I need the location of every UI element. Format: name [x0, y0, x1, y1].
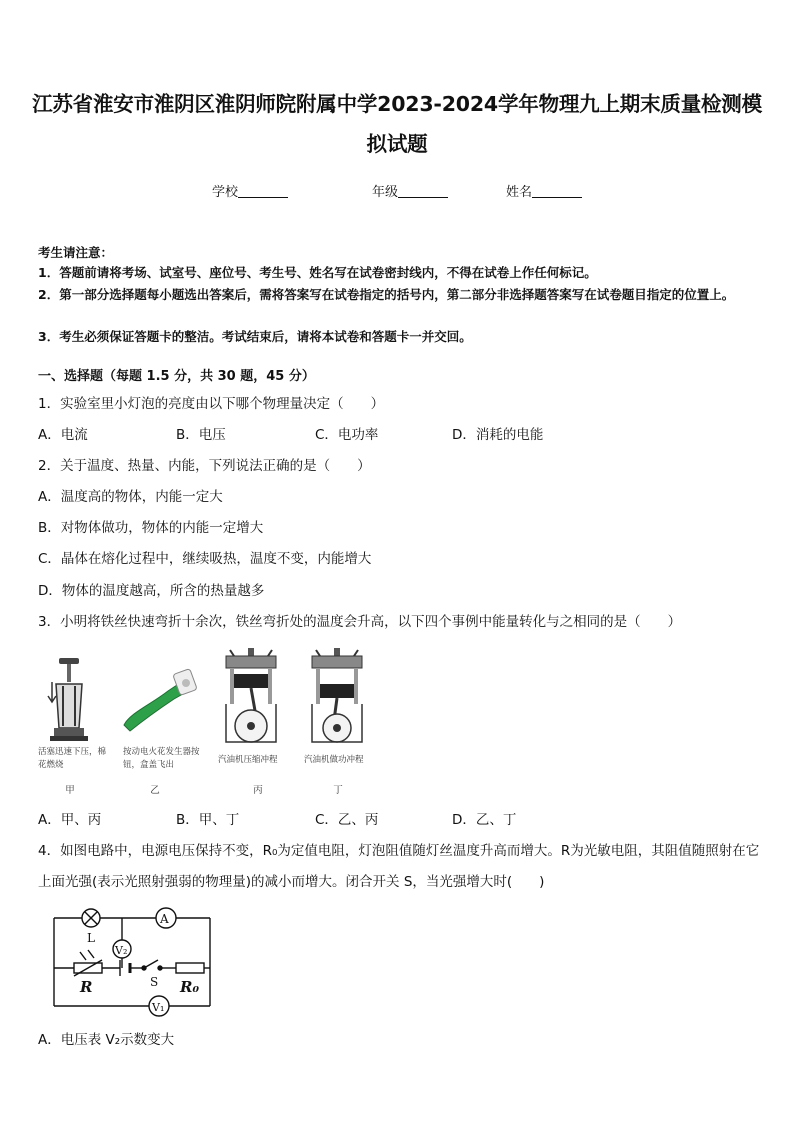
page-title: 江苏省淮安市淮阴区淮阴师院附属中学2023-2024学年物理九上期末质量检测模拟试题 [32, 92, 762, 156]
option-b[interactable]: B．电压 [176, 427, 226, 443]
figure-caption: 汽油机做功冲程 [304, 755, 364, 765]
resistor-r0-label: R₀ [180, 978, 200, 996]
option-a[interactable]: A．电压表 V₂示数变大 [38, 1032, 175, 1048]
figure-label: 乙 [150, 785, 160, 796]
compression-stroke-figure [220, 648, 282, 748]
option-c[interactable]: C．电功率 [315, 427, 379, 443]
grade-blank[interactable] [398, 185, 448, 198]
option-c[interactable]: C．乙、丙 [315, 812, 379, 828]
name-label: 姓名 [506, 185, 533, 200]
figure-caption: 活塞迅速下压，棉花燃烧 [38, 747, 107, 770]
figure-label: 丁 [333, 785, 343, 796]
figure-label: 丙 [253, 785, 263, 796]
section-heading: 一、选择题（每题 1.5 分，共 30 题，45 分） [38, 369, 315, 384]
v1-label: V₁ [152, 1001, 165, 1014]
grade-label: 年级 [372, 185, 399, 200]
figure-label: 甲 [65, 785, 75, 796]
option-a[interactable]: A．甲、丙 [38, 812, 102, 828]
question-stem: 2．关于温度、热量、内能，下列说法正确的是（ ） [38, 458, 371, 474]
name-field [506, 181, 582, 200]
option-c[interactable]: C．晶体在熔化过程中，继续吸热，温度不变，内能增大 [38, 551, 372, 567]
resistor-r-label: R [80, 978, 93, 996]
school-label: 学校 [212, 185, 239, 200]
ammeter-label: A [160, 912, 169, 926]
notice-item: 3．考生必须保证答题卡的整洁。考试结束后，请将本试卷和答题卡一并交回。 [38, 329, 472, 344]
option-b[interactable]: B．甲、丁 [176, 812, 240, 828]
option-d[interactable]: D．物体的温度越高，所含的热量越多 [38, 583, 265, 599]
name-blank[interactable] [532, 185, 582, 198]
option-a[interactable]: A．电流 [38, 427, 88, 443]
question-stem: 1．实验室里小灯泡的亮度由以下哪个物理量决定（ ） [38, 396, 385, 412]
figure-caption: 汽油机压缩冲程 [218, 755, 278, 765]
notice-item: 1．答题前请将考场、试室号、座位号、考生号、姓名写在试卷密封线内，不得在试卷上作任何标记。 [38, 265, 597, 280]
switch-label: S [150, 975, 159, 989]
notice-item: 2．第一部分选择题每小题选出答案后，需将答案写在试卷指定的括号内，第二部分非选择题答案写在试卷题目指定的位置上。 [38, 287, 735, 302]
fire-piston-figure [46, 658, 96, 742]
option-d[interactable]: D．乙、丁 [452, 812, 517, 828]
question-stem: 3．小明将铁丝快速弯折十余次，铁丝弯折处的温度会升高，以下四个事例中能量转化与之相同的是（ ） [38, 614, 682, 630]
option-a[interactable]: A．温度高的物体，内能一定大 [38, 489, 223, 505]
circuit-diagram [44, 904, 220, 1020]
v2-label: V₂ [115, 944, 128, 957]
option-d[interactable]: D．消耗的电能 [452, 427, 544, 443]
option-b[interactable]: B．对物体做功，物体的内能一定增大 [38, 520, 264, 536]
school-blank[interactable] [238, 185, 288, 198]
spark-bottle-figure [120, 665, 200, 735]
lamp-label: L [87, 931, 95, 945]
school-field [212, 181, 288, 200]
grade-field [372, 181, 448, 200]
notice-heading: 考生请注意： [38, 245, 114, 260]
question-stem: 4．如图电路中，电源电压保持不变，R₀为定值电阻，灯泡阻值随灯丝温度升高而增大。R为光敏电阻，其阻值随照射在它上面光强(表示光照射强弱的物理量)的减小而增大。闭合开关 S，当光强增大时( ) [38, 843, 760, 890]
power-stroke-figure [306, 648, 368, 748]
figure-caption: 按动电火花发生器按钮，盒盖飞出 [123, 747, 200, 770]
